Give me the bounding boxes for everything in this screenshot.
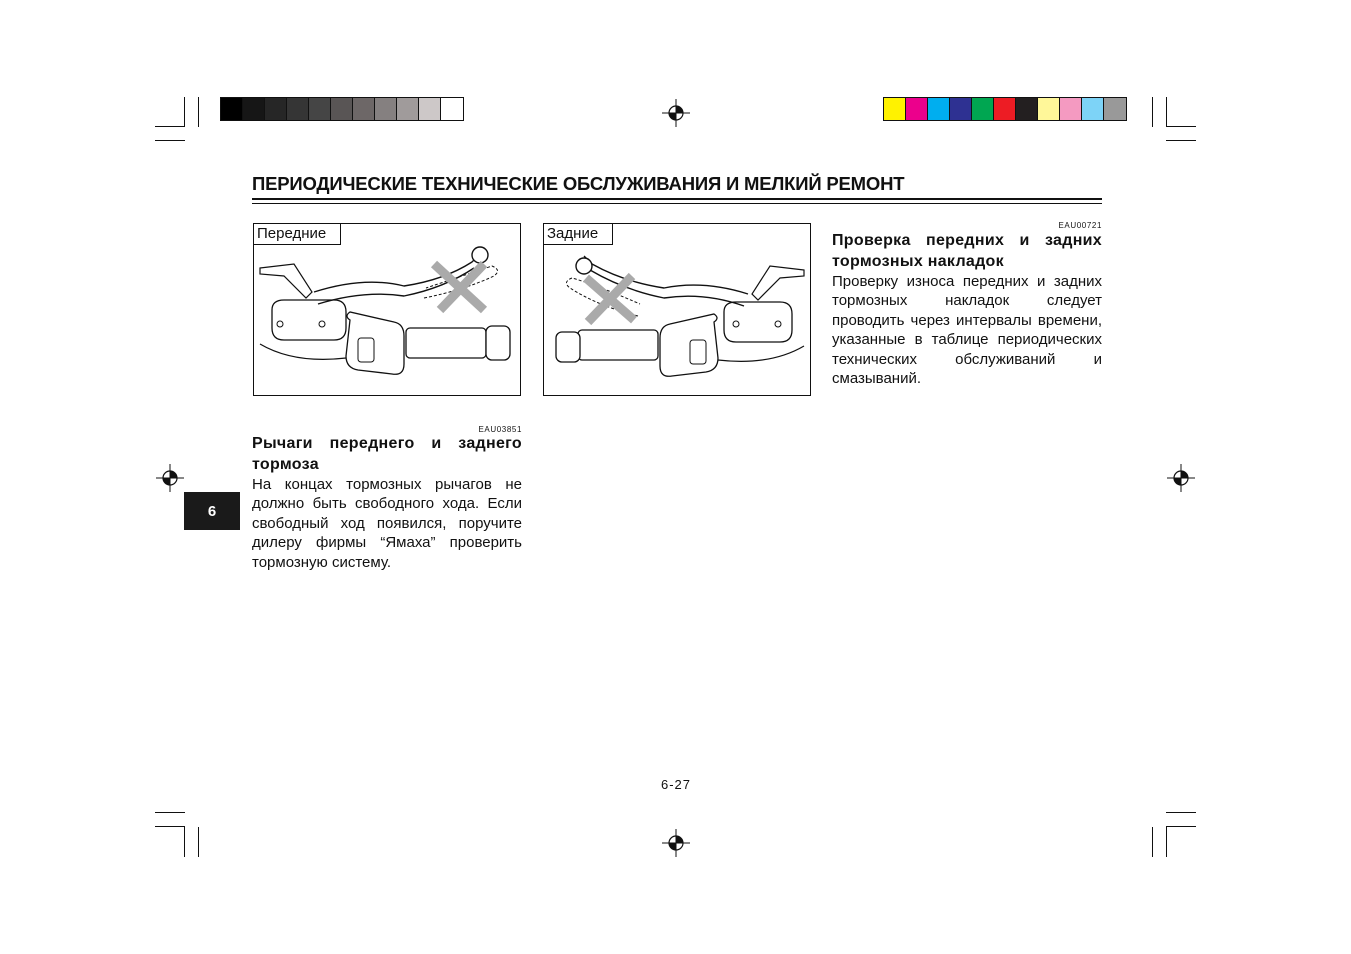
- crop-mark: [198, 827, 199, 857]
- grayscale-swatch: [265, 98, 287, 120]
- crop-mark: [155, 826, 185, 827]
- crop-mark: [1166, 812, 1196, 813]
- registration-mark-icon: [156, 464, 184, 492]
- crop-mark: [1166, 126, 1196, 127]
- crop-mark: [1166, 97, 1167, 127]
- grayscale-swatch: [221, 98, 243, 120]
- section-body: На концах тормозных рычагов не должно быть свободного хода. Если свободный ход появился, поручите дилеру фирмы “Ямаха” проверить тормозную систему.: [252, 476, 522, 571]
- rear-figure-label: Задние: [543, 223, 613, 245]
- color-swatch: [994, 98, 1016, 120]
- registration-mark-icon: [662, 829, 690, 857]
- grayscale-swatch: [353, 98, 375, 120]
- crop-mark: [1166, 827, 1167, 857]
- crop-mark: [1166, 826, 1196, 827]
- front-brake-lever-figure: [253, 223, 521, 396]
- grayscale-swatch: [441, 98, 463, 120]
- section-body: Проверку износа передних и задних тормозных накладок следует проводить через интервалы времени, указанные в таблице периодических технических обслуживаний и смазываний.: [832, 273, 1102, 388]
- crop-mark: [1152, 97, 1153, 127]
- color-swatch: [884, 98, 906, 120]
- section-code: EAU03851: [478, 425, 522, 434]
- page-number: 6-27: [660, 777, 692, 792]
- color-swatch: [1104, 98, 1126, 120]
- grayscale-swatch: [287, 98, 309, 120]
- color-calibration-bar: [883, 97, 1127, 121]
- crop-mark: [1166, 140, 1196, 141]
- color-swatch: [950, 98, 972, 120]
- crop-mark: [155, 140, 185, 141]
- front-figure-label: Передние: [253, 223, 341, 245]
- grayscale-swatch: [309, 98, 331, 120]
- crop-mark: [1152, 827, 1153, 857]
- heading-line: тормозных накладок: [832, 253, 1004, 270]
- color-swatch: [1082, 98, 1104, 120]
- crop-mark: [155, 126, 185, 127]
- chapter-tab: 6: [184, 492, 240, 530]
- crop-mark: [184, 827, 185, 857]
- rear-brake-lever-figure: [543, 223, 811, 396]
- front-handlebar-illustration: [254, 224, 520, 395]
- heading-line: Рычаги переднего и заднего: [252, 435, 522, 452]
- grayscale-swatch: [375, 98, 397, 120]
- registration-mark-icon: [1167, 464, 1195, 492]
- color-swatch: [1016, 98, 1038, 120]
- title-rule: [252, 198, 1102, 200]
- crop-mark: [184, 97, 185, 127]
- color-swatch: [928, 98, 950, 120]
- section-heading: [252, 433, 522, 475]
- color-swatch: [972, 98, 994, 120]
- crop-mark: [198, 97, 199, 127]
- heading-line: Проверка передних и задних: [832, 232, 1102, 249]
- color-swatch: [1038, 98, 1060, 120]
- section-heading: [832, 230, 1102, 272]
- title-rule: [252, 203, 1102, 204]
- section-code: EAU00721: [1058, 221, 1102, 230]
- page-title: ПЕРИОДИЧЕСКИЕ ТЕХНИЧЕСКИЕ ОБСЛУЖИВАНИЯ И МЕЛКИЙ РЕМОНТ: [252, 173, 905, 194]
- grayscale-calibration-bar: [220, 97, 464, 121]
- crop-mark: [155, 812, 185, 813]
- grayscale-swatch: [243, 98, 265, 120]
- color-swatch: [906, 98, 928, 120]
- heading-line: тормоза: [252, 456, 319, 473]
- grayscale-swatch: [331, 98, 353, 120]
- rear-handlebar-illustration: [544, 224, 810, 395]
- color-swatch: [1060, 98, 1082, 120]
- registration-mark-icon: [662, 99, 690, 127]
- grayscale-swatch: [397, 98, 419, 120]
- grayscale-swatch: [419, 98, 441, 120]
